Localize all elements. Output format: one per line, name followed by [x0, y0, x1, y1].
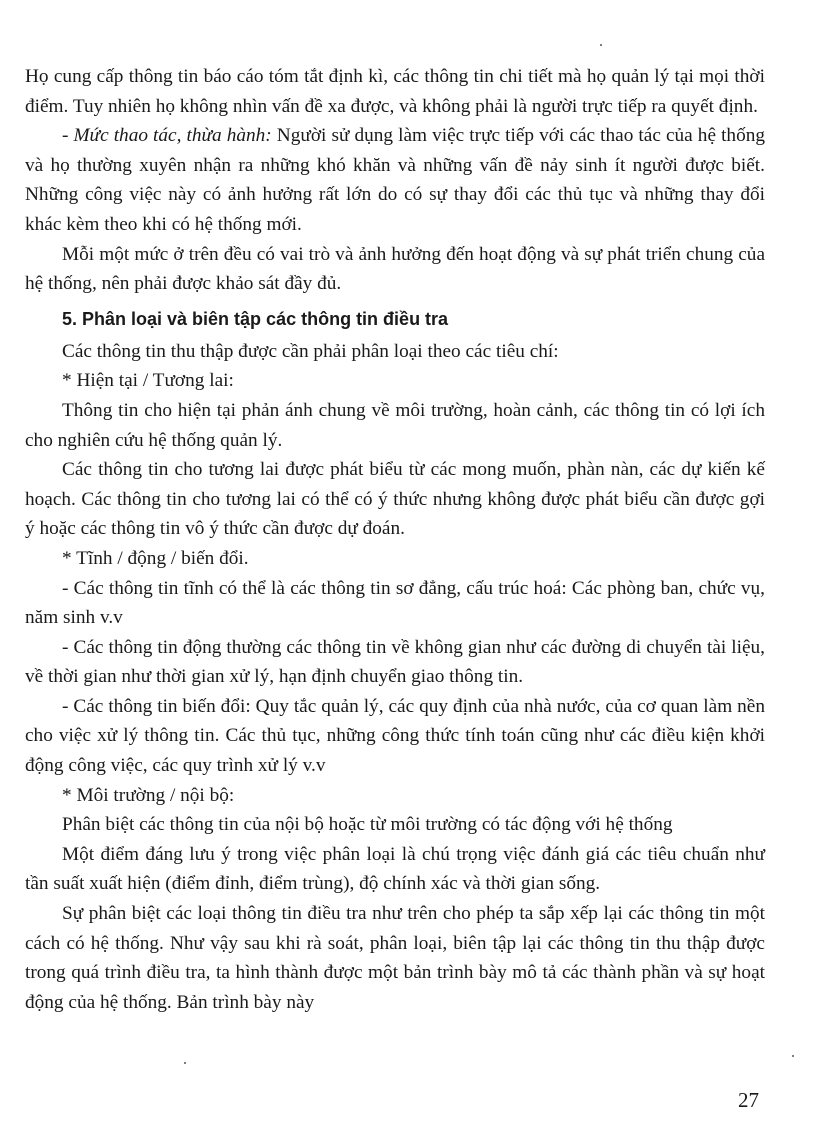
list-item: - Các thông tin biến đổi: Quy tắc quản lý, các quy định của nhà nước, của cơ quan làm nền cho việc xử lý thông tin. Các thủ tục, những công thức tính toán cũng như các điều kiện khởi động công việc, các quy trình xử lý v.v [25, 695, 765, 777]
paragraph: Mỗi một mức ở trên đều có vai trò và ảnh hưởng đến hoạt động và sự phát triển chung của hệ thống, nên phải được khảo sát đầy đủ. [25, 243, 765, 295]
term-label: - Mức thao tác, thừa hành: [62, 125, 272, 147]
term-text: Người sử dụng làm việc trực tiếp với các thao tác của hệ thống và họ thường xuyên nhận ra những khó khăn và những vấn đề nảy sinh ít người được biết. Những công việc này có ảnh hưởng rất lớn do có sự thay đổi các thủ tục và những thay đổi khác kèm theo khi có hệ thống mới. [25, 125, 765, 235]
paragraph: Các thông tin thu thập được cần phải phân loại theo các tiêu chí: [62, 340, 559, 362]
scan-speck [792, 1055, 794, 1057]
criterion-heading: * Môi trường / nội bộ: [62, 784, 235, 806]
paragraph: Các thông tin cho tương lai được phát biểu từ các mong muốn, phàn nàn, các dự kiến kế hoạch. Các thông tin cho tương lai có thể có ý thức nhưng không được phát biểu cần được gợi ý hoặc các thông tin vô ý thức cần được dự đoán. [25, 459, 765, 540]
criterion-heading: * Tĩnh / động / biến đổi. [62, 547, 249, 569]
paragraph: Một điểm đáng lưu ý trong việc phân loại là chú trọng việc đánh giá các tiêu chuẩn như tần suất xuất hiện (điểm đỉnh, điểm trùng), độ chính xác và thời gian sống. [25, 843, 765, 895]
paragraph: Họ cung cấp thông tin báo cáo tóm tắt định kì, các thông tin chi tiết mà họ quản lý tại mọi thời điểm. Tuy nhiên họ không nhìn vấn đề xa được, và không phải là người trực tiếp ra quyết định. [25, 66, 765, 117]
paragraph: Thông tin cho hiện tại phản ánh chung về môi trường, hoàn cảnh, các thông tin có lợi ích cho nghiên cứu hệ thống quản lý. [25, 399, 765, 451]
paragraph: Phân biệt các thông tin của nội bộ hoặc từ môi trường có tác động với hệ thống [62, 814, 673, 836]
paragraph-operational-level [25, 121, 765, 239]
list-item: - Các thông tin động thường các thông tin về không gian như các đường di chuyển tài liệu, về thời gian như thời gian xử lý, hạn định chuyển giao thông tin. [25, 636, 765, 688]
body-text [25, 62, 765, 1017]
list-item: - Các thông tin tĩnh có thể là các thông tin sơ đẳng, cấu trúc hoá: Các phòng ban, chức vụ, năm sinh v.v [25, 577, 765, 629]
section-heading: 5. Phân loại và biên tập các thông tin điều tra [62, 308, 449, 329]
paragraph: Sự phân biệt các loại thông tin điều tra như trên cho phép ta sắp xếp lại các thông tin một cách có hệ thống. Như vậy sau khi rà soát, phân loại, biên tập lại các thông tin thu thập được trong quá trình điều tra, ta hình thành được một bản trình bày mô tả các thành phần và sự hoạt động của hệ thống. Bản trình bày này [25, 903, 765, 1013]
page-number: 27 [738, 1088, 759, 1112]
scan-speck [184, 1062, 186, 1064]
scan-speck [600, 44, 602, 46]
criterion-heading: * Hiện tại / Tương lai: [62, 370, 234, 392]
